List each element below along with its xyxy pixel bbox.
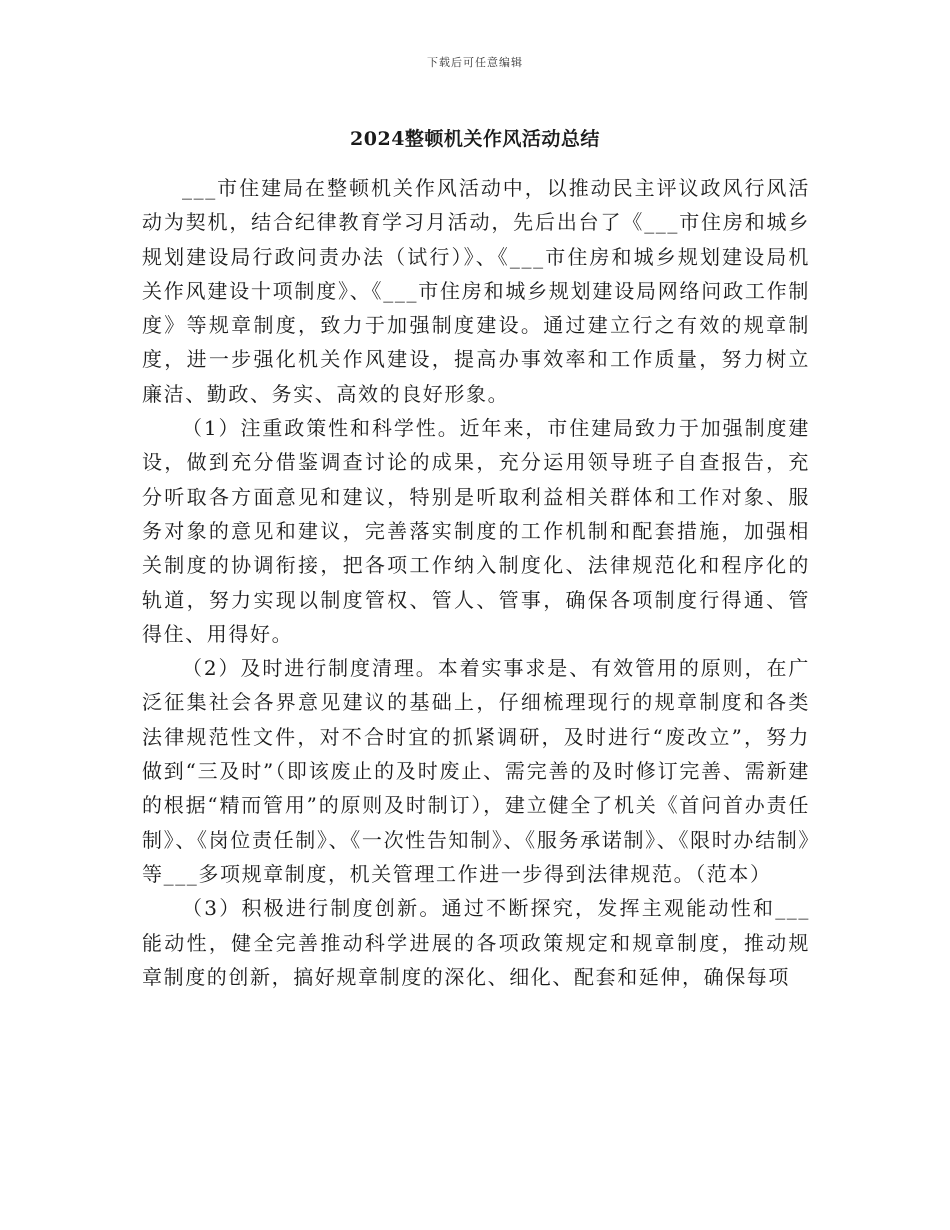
paragraph-1: （1）注重政策性和科学性。近年来，市住建局致力于加强制度建设，做到充分借鉴调查讨论的成果，充分运用领导班子自查报告，充分听取各方面意见和建议，特别是听取利益相关群体和工作对象、服务对象的意见和建议，完善落实制度的工作机制和配套措施，加强相关制度的协调衔接，把各项工作纳入制度化、法律规范化和程序化的轨道，努力实现以制度管权、管人、管事，确保各项制度行得通、管得住、用得好。 <box>142 416 810 646</box>
document-title: 2024整顿机关作风活动总结 <box>350 128 600 150</box>
paragraph-intro: ___市住建局在整顿机关作风活动中，以推动民主评议政风行风活动为契机，结合纪律教育学习月活动，先后出台了《___市住房和城乡规划建设局行政问责办法（试行）》、《___市住房和城乡规划建设局机关作风建设十项制度》、《___市住房和城乡规划建设局网络问政工作制度》等规章制度，致力于加强制度建设。通过建立行之有效的规章制度，进一步强化机关作风建设，提高办事效率和工作质量，努力树立廉洁、勤政、务实、高效的良好形象。 <box>142 176 810 406</box>
page-header: 下载后可任意编辑 <box>427 56 523 69</box>
document-body <box>142 171 810 994</box>
paragraph-3: （3）积极进行制度创新。通过不断探究，发挥主观能动性和___能动性，健全完善推动科学进展的各项政策规定和规章制度，推动规章制度的创新，搞好规章制度的深化、细化、配套和延伸，确保每项 <box>142 896 810 989</box>
paragraph-2: （2）及时进行制度清理。本着实事求是、有效管用的原则，在广泛征集社会各界意见建议的基础上，仔细梳理现行的规章制度和各类法律规范性文件，对不合时宜的抓紧调研，及时进行“废改立”，努力做到“三及时”（即该废止的及时废止、需完善的及时修订完善、需新建的根据“精而管用”的原则及时制订），建立健全了机关《首问首办责任制》、《岗位责任制》、《一次性告知制》、《服务承诺制》、《限时办结制》等___多项规章制度，机关管理工作进一步得到法律规范。（范本） <box>142 656 810 886</box>
